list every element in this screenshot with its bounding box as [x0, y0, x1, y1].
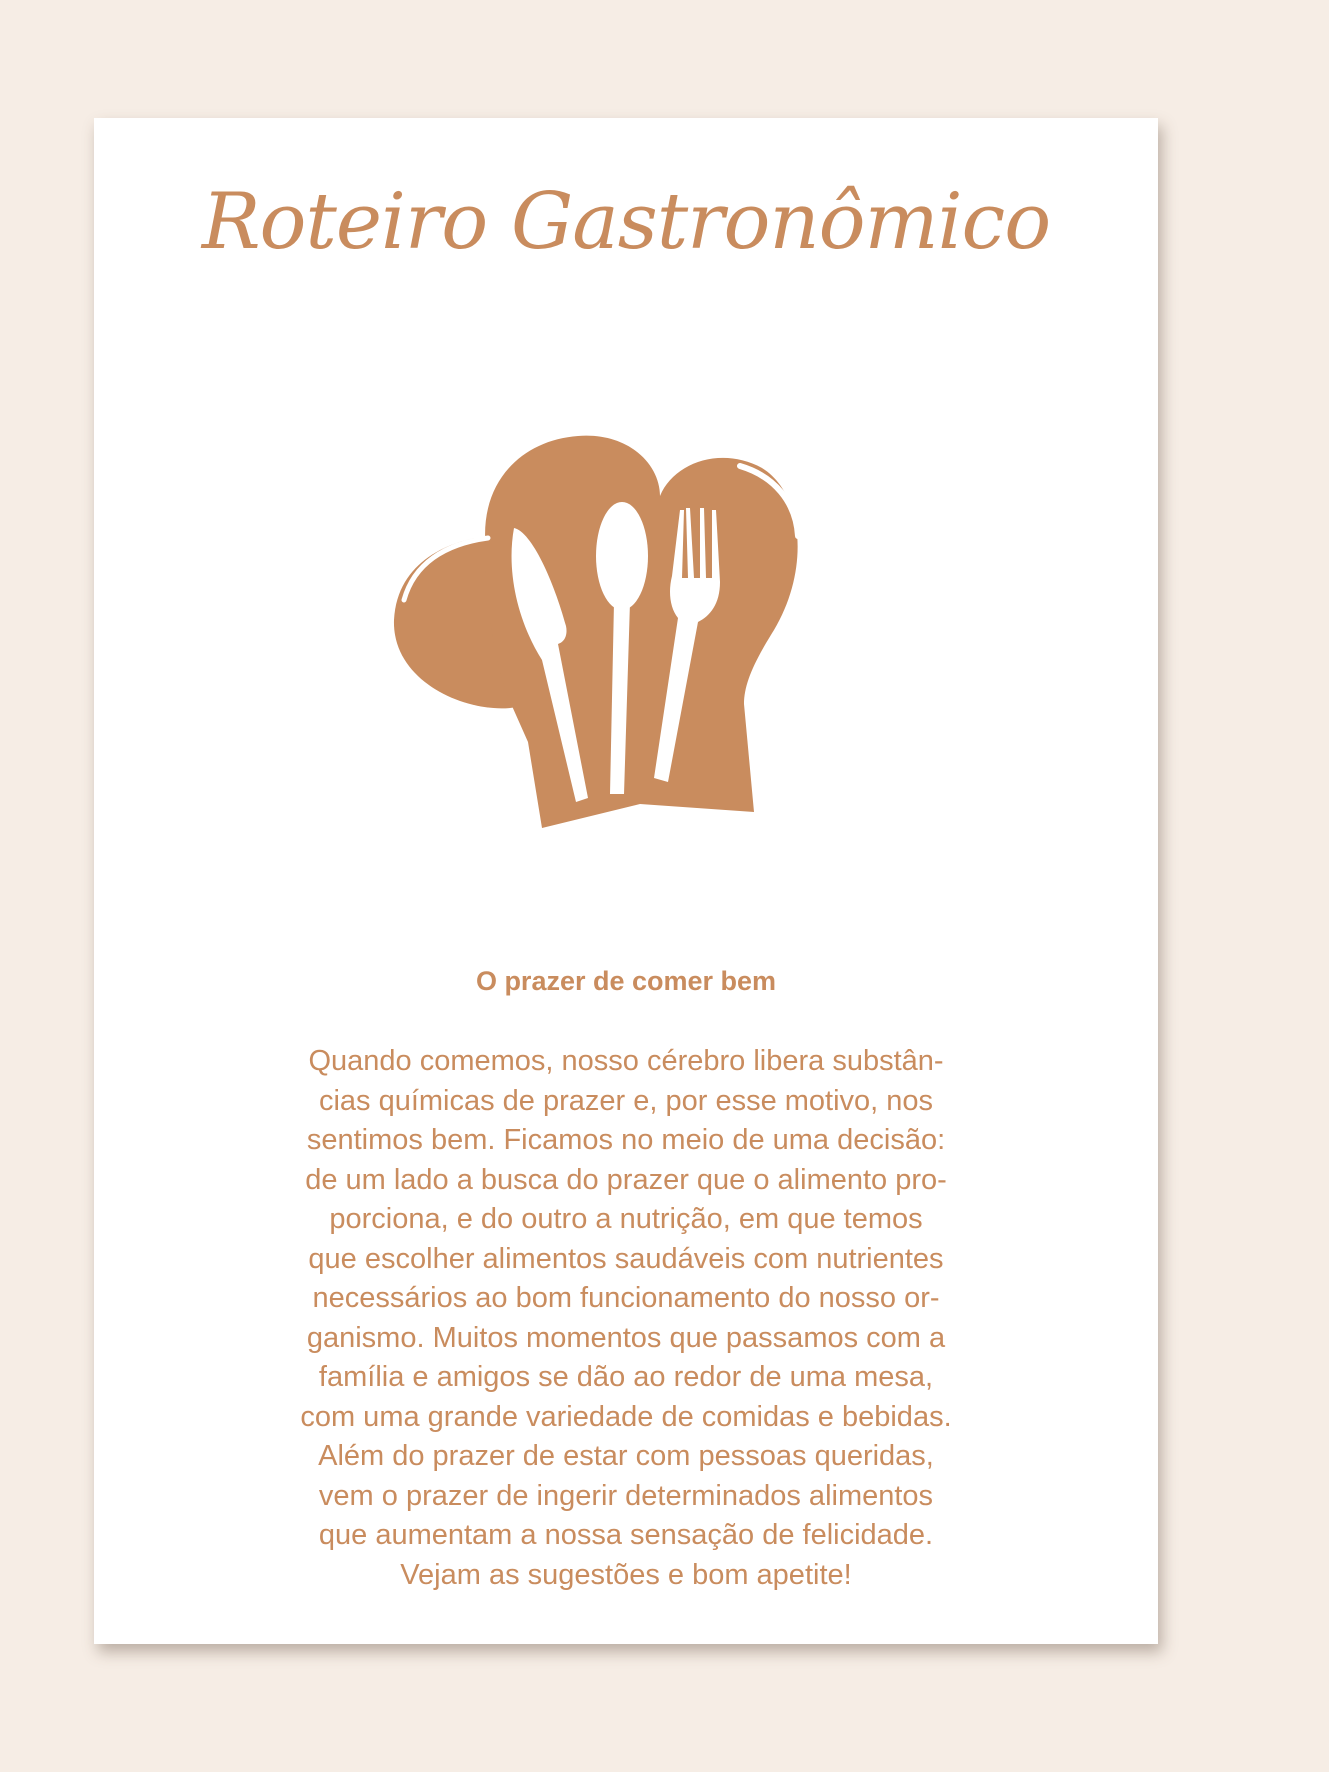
page-title: Roteiro Gastronômico: [201, 177, 1051, 267]
body-line: que aumentam a nossa sensação de felicidade.: [318, 1519, 934, 1551]
body-line: necessários ao bom funcionamento do nosso or-: [312, 1282, 940, 1314]
body-line: de um lado a busca do prazer que o alimento pro-: [305, 1163, 947, 1196]
section-heading: O prazer de comer bem: [475, 966, 777, 996]
body-line: que escolher alimentos saudáveis com nutrientes: [308, 1242, 944, 1275]
body-line: Quando comemos, nosso cérebro libera substân-: [308, 1045, 944, 1077]
body-line: Além do prazer de estar com pessoas queridas,: [318, 1440, 934, 1472]
body-line: sentimos bem. Ficamos no meio de uma decisão:: [306, 1124, 946, 1156]
body-line: com uma grande variedade de comidas e bebidas.: [300, 1400, 952, 1433]
body-line: ganismo. Muitos momentos que passamos com a: [306, 1321, 946, 1354]
body-line: porciona, e do outro a nutrição, em que temos: [329, 1203, 923, 1235]
body-line: família e amigos se dão ao redor de uma mesa,: [318, 1361, 934, 1393]
document-page: [94, 118, 1158, 1644]
body-line: vem o prazer de ingerir determinados alimentos: [318, 1479, 934, 1512]
chef-hat-cutlery-icon: [392, 432, 832, 832]
body-paragraph: [274, 1042, 978, 1595]
body-line: cias químicas de prazer e, por esse motivo, nos: [318, 1084, 934, 1117]
body-line: Vejam as sugestões e bom apetite!: [400, 1558, 852, 1591]
